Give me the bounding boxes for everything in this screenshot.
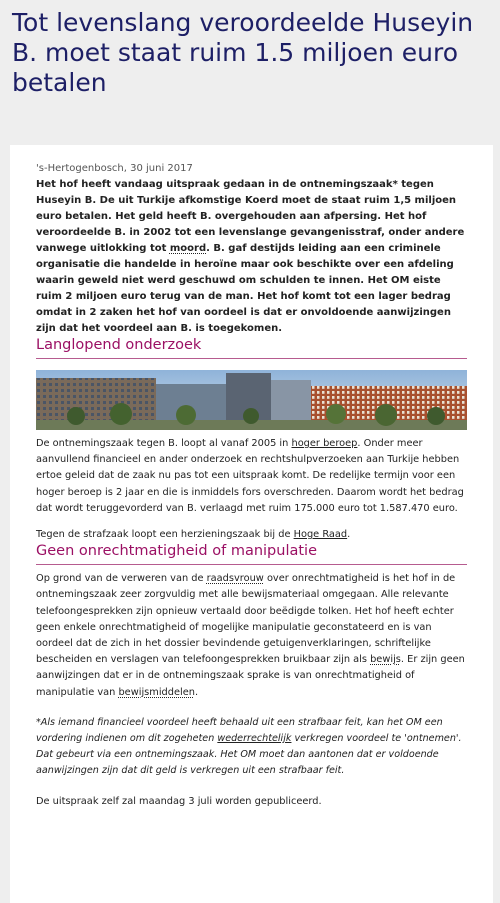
footnote (36, 715, 467, 780)
lead-paragraph (36, 177, 467, 337)
dateline: 's-Hertogenbosch, 30 juni 2017 (36, 163, 193, 174)
s1p2-text-a: Tegen de strafzaak loopt een herzieningszaak bij de (36, 529, 294, 541)
s2p1-text-b: over onrechtmatigheid is het hof in de ontnemingszaak zeer zorgvuldig met alle bewijsmateriaal omgegaan. Alle relevante telefoongesprekken zijn opnieuw vertaald door beëdigde tolken. Het hof heeft echter geen enkele onrechtmatigheid of mogelijke manipulatie geconstateerd en is van oordeel dat de zich in het dossier bevindende getuigenverklaringen, schriftelijke bescheiden en verslagen van telefoongesprekken bruikbaar zijn als (36, 573, 456, 666)
closing-paragraph: De uitspraak zelf zal maandag 3 juli worden gepubliceerd. (36, 795, 322, 807)
courthouse-photo (36, 370, 467, 430)
link-wederrechtelijk[interactable]: wederrechtelijk (217, 733, 292, 745)
section2-paragraph-1 (36, 571, 467, 701)
link-raadsvrouw[interactable]: raadsvrouw (206, 573, 264, 585)
s1p1-text-a: De ontnemingszaak tegen B. loopt al vanaf 2005 in (36, 438, 292, 449)
s2p1-text-d: . (194, 686, 199, 698)
s1p2-text-b: . (347, 529, 351, 541)
link-hoge-raad[interactable]: Hoge Raad (293, 529, 348, 541)
lead-text-2: . B. gaf destijds leiding aan een criminele organisatie die handelde in heroïne maar ook beschikte over een afdeling waarin geweld niet werd geschuwd om schulden te innen. Het OM eiste ruim 2 miljoen euro terug van de man. Het hof komt tot een lager bedrag omdat in 2 zaken het hof van oordeel is dat er onvoldoende aanwijzingen zijn dat het voordeel aan B. is toegekomen. (36, 243, 454, 334)
s1p1-text-b: . Onder meer aanvullend financieel en ander onderzoek en rechtshulpverzoeken aan Turkije hebben ertoe geleid dat de zaak nu pas tot een uitspraak komt. De redelijke termijn voor een hoger beroep is 2 jaar en die is inmiddels fors overschreden. Daarom wordt het bedrag dat wordt teruggevorderd van B. verlaagd met ruim 175.000 euro tot 1.587.470 euro. (36, 438, 464, 514)
footnote-text-b: verkregen voordeel te 'ontnemen'. Dat gebeurt via een ontnemingszaak. Het OM moet dan aantonen dat er voldoende aanwijzingen zijn dat dit geld is verkregen uit een strafbaar feit. (36, 733, 462, 777)
section-heading-langlopend: Langlopend onderzoek (36, 337, 467, 359)
link-bewijs[interactable]: bewijs (370, 654, 401, 666)
s2p1-text-c: . Er zijn geen aanwijzingen dat er in de ontnemingszaak sprake is van onrechtmatigheid of manipulatie van (36, 654, 465, 698)
lead-text-1: Het hof heeft vandaag uitspraak gedaan in de ontnemingszaak* tegen Huseyin B. De uit Turkije afkomstige Koerd moet de staat ruim 1,5 miljoen euro betalen. Het geld heeft B. overgehouden aan afpersing. Het hof veroordeelde B. in 2002 tot een levenslange gevangenisstraf, onder andere vanwege uitlokking tot (36, 179, 465, 254)
section-heading-geen-onrechtmatigheid: Geen onrechtmatigheid of manipulatie (36, 543, 467, 565)
link-moord[interactable]: moord (169, 243, 207, 254)
article-body (10, 145, 493, 903)
section1-paragraph-2 (36, 527, 467, 543)
page-header (0, 0, 500, 130)
link-hoger-beroep[interactable]: hoger beroep (291, 438, 358, 449)
link-bewijsmiddelen[interactable]: bewijsmiddelen (118, 686, 195, 698)
s2p1-text-a: Op grond van de verweren van de (36, 573, 207, 585)
section1-paragraph-1 (36, 436, 467, 517)
footnote-text-a: *Als iemand financieel voordeel heeft behaald uit een strafbaar feit, kan het OM een vordering indienen om dit zogeheten (36, 716, 443, 745)
page-title: Tot levenslang veroordeelde Huseyin B. moet staat ruim 1.5 miljoen euro betalen (12, 8, 474, 97)
